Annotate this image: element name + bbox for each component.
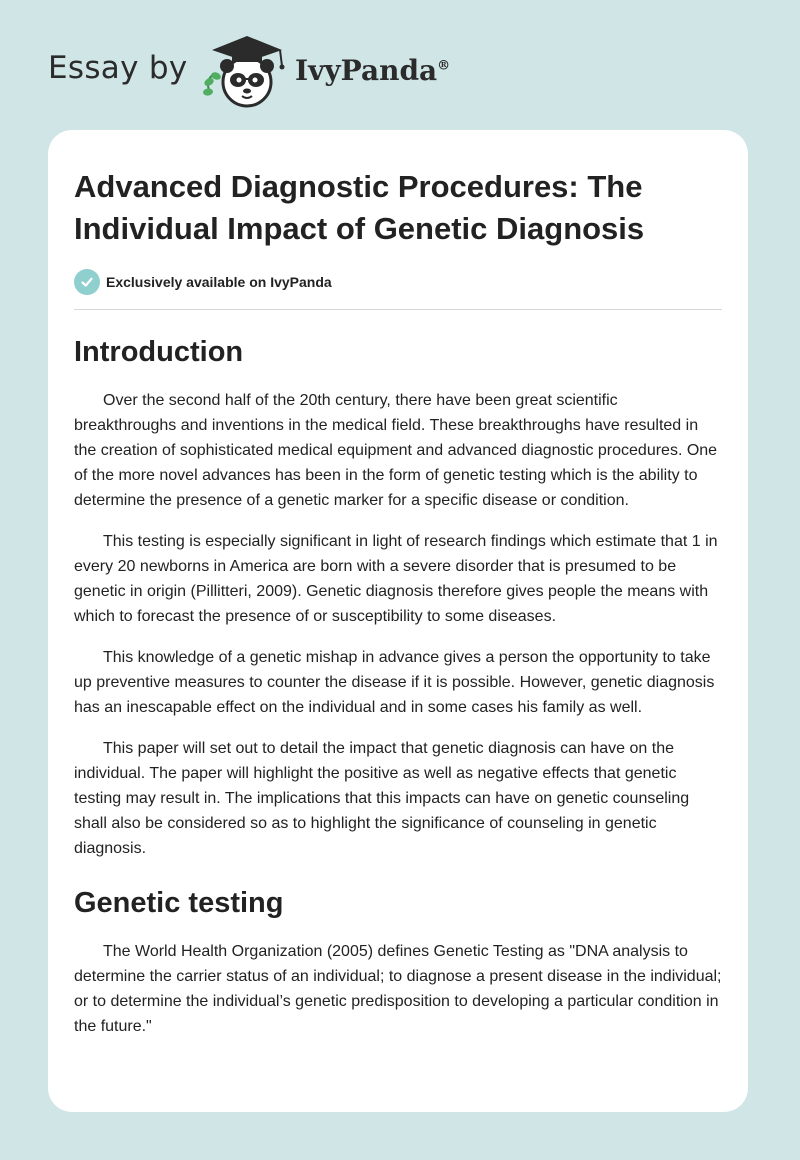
check-icon [74, 269, 100, 295]
site-header [48, 30, 508, 110]
paragraph: This knowledge of a genetic mishap in advance gives a person the opportunity to take up preventive measures to counter the disease if it is possible. However, genetic diagnosis has an inescapable effect on the individual and in some cases his family as well. [74, 649, 715, 716]
section-heading-genetic-testing: Genetic testing [74, 887, 284, 919]
paragraph: The World Health Organization (2005) defines Genetic Testing as "DNA analysis to determine the carrier status of an individual; to diagnose a present disease in the individual; or to determine the individual’s genetic predisposition to developing a particular condition in the future." [74, 943, 722, 1035]
page-title: Advanced Diagnostic Procedures: The Individual Impact of Genetic Diagnosis [74, 169, 645, 246]
panda-graduate-icon [202, 34, 292, 110]
essay-card [48, 130, 748, 1112]
exclusive-label: Exclusively available on IvyPanda [106, 274, 332, 290]
brand-name[interactable]: IvyPanda® [295, 54, 451, 87]
exclusive-badge [74, 269, 722, 295]
divider [74, 309, 722, 310]
essay-by-label: Essay by [48, 50, 188, 86]
paragraph: This paper will set out to detail the impact that genetic diagnosis can have on the individual. The paper will highlight the positive as well as negative effects that genetic testing may result in. The implications that this impacts can have on genetic counseling shall also be considered so as to highlight the significance of counseling in genetic diagnosis. [74, 740, 690, 857]
paragraph: Over the second half of the 20th century, there have been great scientific breakthroughs and inventions in the medical field. These breakthroughs have resulted in the creation of sophisticated medical equipment and advanced diagnostic procedures. One of the more novel advances has been in the form of genetic testing which is the ability to determine the presence of a genetic marker for a specific disease or condition. [74, 392, 718, 509]
paragraph: This testing is especially significant in light of research findings which estimate that 1 in every 20 newborns in America are born with a severe disorder that is presumed to be genetic in origin (Pillitteri, 2009). Genetic diagnosis therefore gives people the means with which to forecast the presence of or susceptibility to some diseases. [74, 533, 718, 625]
section-heading-introduction: Introduction [74, 336, 244, 368]
